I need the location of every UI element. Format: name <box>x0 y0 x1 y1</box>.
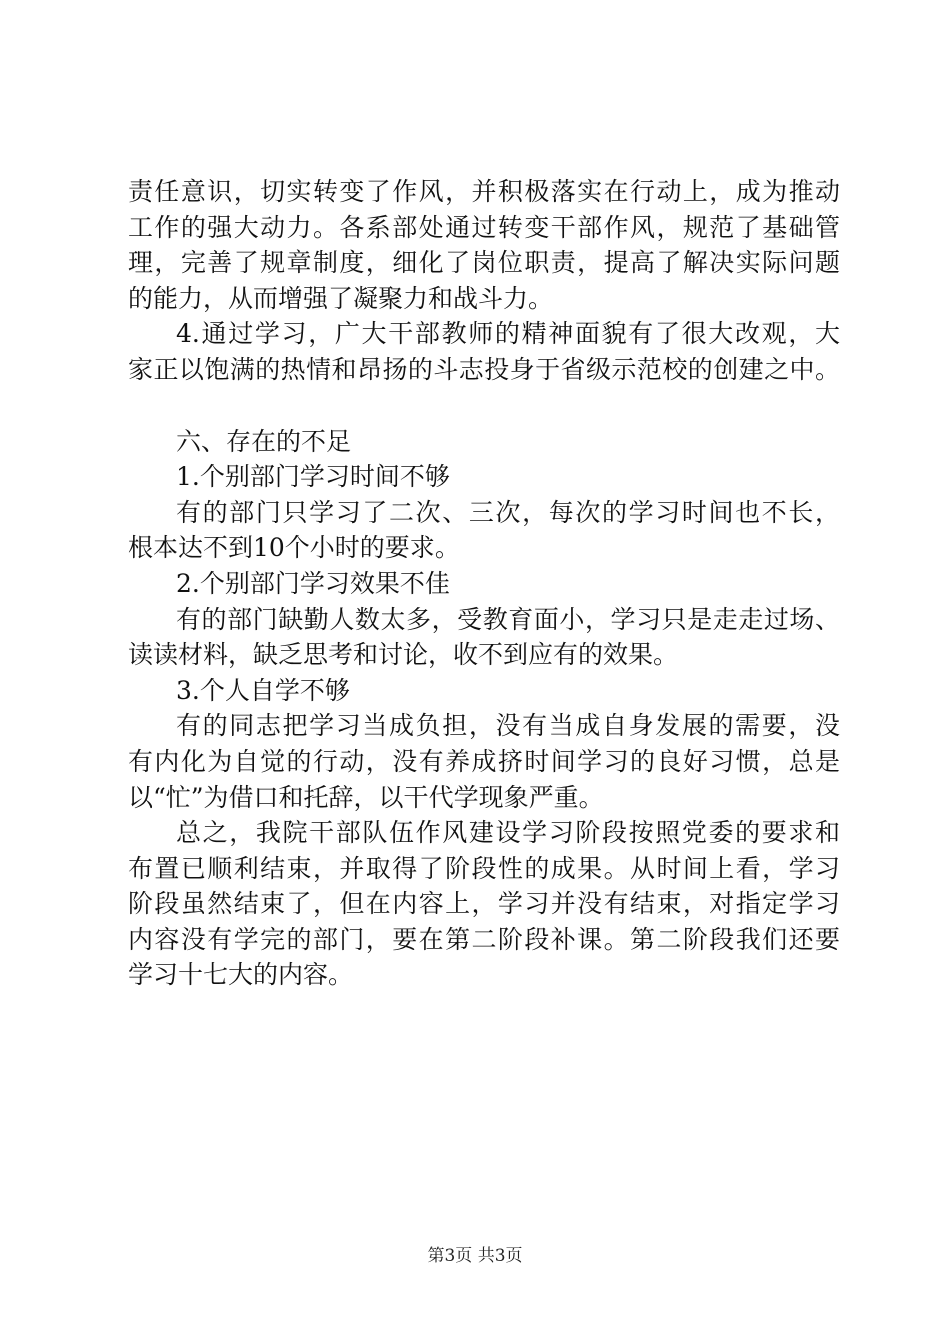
text-line: 的能力，从而增强了凝聚力和战斗力。 <box>128 283 554 313</box>
text-line: 阶段虽然结束了，但在内容上，学习并没有结束，对指定学习 <box>128 889 840 919</box>
text-line: 学习十七大的内容。 <box>128 960 354 990</box>
text-line: 4.通过学习，广大干部教师的精神面貌有了很大改观，大 <box>176 319 840 349</box>
text-line: 总之，我院干部队伍作风建设学习阶段按照党委的要求和 <box>176 818 840 848</box>
subheading: 2.个别部门学习效果不佳 <box>176 568 450 598</box>
text-line: 有的同志把学习当成负担，没有当成自身发展的需要，没 <box>176 711 840 741</box>
text-line: 责任意识，切实转变了作风，并积极落实在行动上，成为推动 <box>128 177 840 206</box>
text-line: 有的部门缺勤人数太多，受教育面小，学习只是走走过场、 <box>176 604 840 634</box>
text-line: 有的部门只学习了二次、三次，每次的学习时间也不长， <box>176 497 840 527</box>
text-line: 内容没有学完的部门，要在第二阶段补课。第二阶段我们还要 <box>128 924 840 954</box>
text-line: 家正以饱满的热情和昂扬的斗志投身于省级示范校的创建之中。 <box>128 354 840 384</box>
text-line: 工作的强大动力。各系部处通过转变干部作风，规范了基础管 <box>128 212 840 242</box>
page-number-footer: 第3页 共3页 <box>427 1246 523 1266</box>
paragraph-gap <box>128 388 840 424</box>
subheading: 1.个别部门学习时间不够 <box>176 462 450 492</box>
subheading: 3.个人自学不够 <box>176 675 350 705</box>
text-line: 布置已顺利结束，并取得了阶段性的成果。从时间上看，学习 <box>128 853 840 883</box>
text-line: 理，完善了规章制度，细化了岗位职责，提高了解决实际问题 <box>128 248 840 278</box>
text-line: 读读材料，缺乏思考和讨论，收不到应有的效果。 <box>128 640 679 670</box>
section-heading: 六、存在的不足 <box>176 426 352 456</box>
text-line: 有内化为自觉的行动，没有养成挤时间学习的良好习惯，总是 <box>128 746 840 776</box>
document-body <box>128 174 840 993</box>
text-line: 根本达不到10个小时的要求。 <box>128 533 460 563</box>
text-line: 以“忙”为借口和托辞，以干代学现象严重。 <box>128 782 604 812</box>
